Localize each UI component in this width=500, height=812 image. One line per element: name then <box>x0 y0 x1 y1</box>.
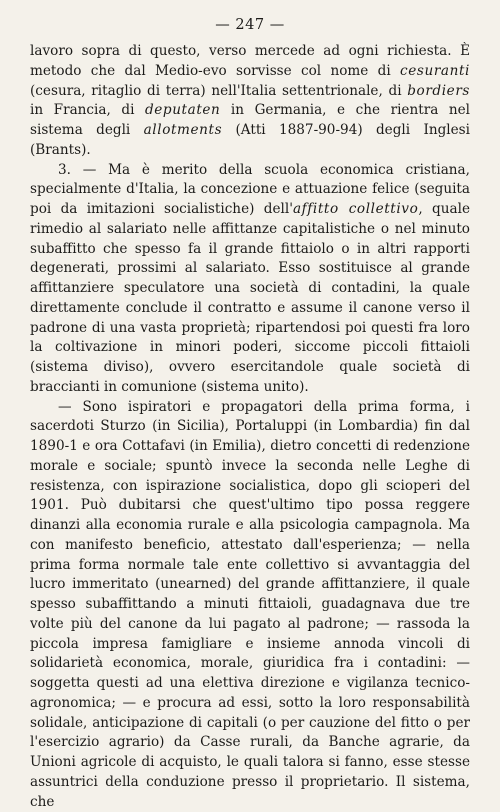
italic-term: affitto collettivo <box>293 201 418 217</box>
italic-term: bordiers <box>407 83 470 99</box>
text-run: (Atti 1887-90-94) degli Inglesi (Brants). <box>30 122 470 158</box>
text-run: (cesura, ritaglio di terra) nell'Italia settentrionale, di <box>30 83 407 99</box>
text-run: , quale rimedio al salariato nelle affittanze capitalistiche o nel minuto subaffitto che spesso fa il grande fittaiolo o in altri rapporti degenerati, prossimi al salariato. Esso sostituisce al grande affittanziere speculatore una società di contadini, la quale direttamente conclude il contratto e assume il canone verso il padrone di una vasta proprietà; ripartendosi poi questi fra loro la coltivazione in minori poderi, siccome piccoli fittaioli (sistema diviso), ovvero esercitandole quale società di braccianti in comunione (sistema unito). <box>30 201 470 395</box>
text-run: lavoro sopra di questo, verso mercede ad ogni richiesta. È metodo che dal Medio-evo sorvisse col nome di <box>30 43 470 79</box>
paragraph-2 <box>30 161 470 398</box>
italic-term: cesuranti <box>400 63 470 79</box>
italic-term: deputaten <box>145 102 220 118</box>
text-run: in Germania, e che rientra nel sistema degli <box>30 102 470 138</box>
page-number: — 247 — <box>30 14 470 36</box>
text-run: in Francia, di <box>30 102 145 118</box>
body-text <box>30 42 470 812</box>
italic-term: allotments <box>144 122 223 138</box>
text-run: — Sono ispiratori e propagatori della prima forma, i sacerdoti Sturzo (in Sicilia), Portaluppi (in Lombardia) fin dal 1890-1 e ora Cottafavi (in Emilia), dietro concetti di redenzione morale e sociale; spuntò invece la seconda nelle Leghe di resistenza, con ispirazione socialistica, dopo gli scioperi del 1901. Può dubitarsi che quest'ultimo tipo possa reggere dinanzi alla economia rurale e alla psicologia campagnola. Ma con manifesto beneficio, attestato dall'esperienza; — nella prima forma normale tale ente collettivo si avvantaggia del lucro immeritato (unearned) del grande affittanziere, il quale spesso subaffittando a minuti fittaioli, guadagnava due tre volte più del canone da lui pagato al padrone; — rassoda la piccola impresa famigliare e insieme annoda vincoli di solidarietà economica, morale, giuridica fra i contadini: — soggetta questi ad una elettiva direzione e vigilanza tecnico-agronomica; — e procura ad essi, sotto la loro responsabilità solidale, anticipazione di capitali (o per cauzione del fitto o per l'esercizio agrario) da Casse rurali, da Banche agrarie, da Unioni agricole di acquisto, le quali talora si fanno, esse stesse assuntrici della conduzione presso il proprietario. Il sistema, che <box>30 399 470 810</box>
paragraph-3 <box>30 398 470 812</box>
paragraph-1 <box>30 42 470 161</box>
text-run: 3. — Ma è merito della scuola economica cristiana, specialmente d'Italia, la concezione e attuazione felice (seguita poi da imitazioni socialistiche) dell' <box>30 162 470 218</box>
